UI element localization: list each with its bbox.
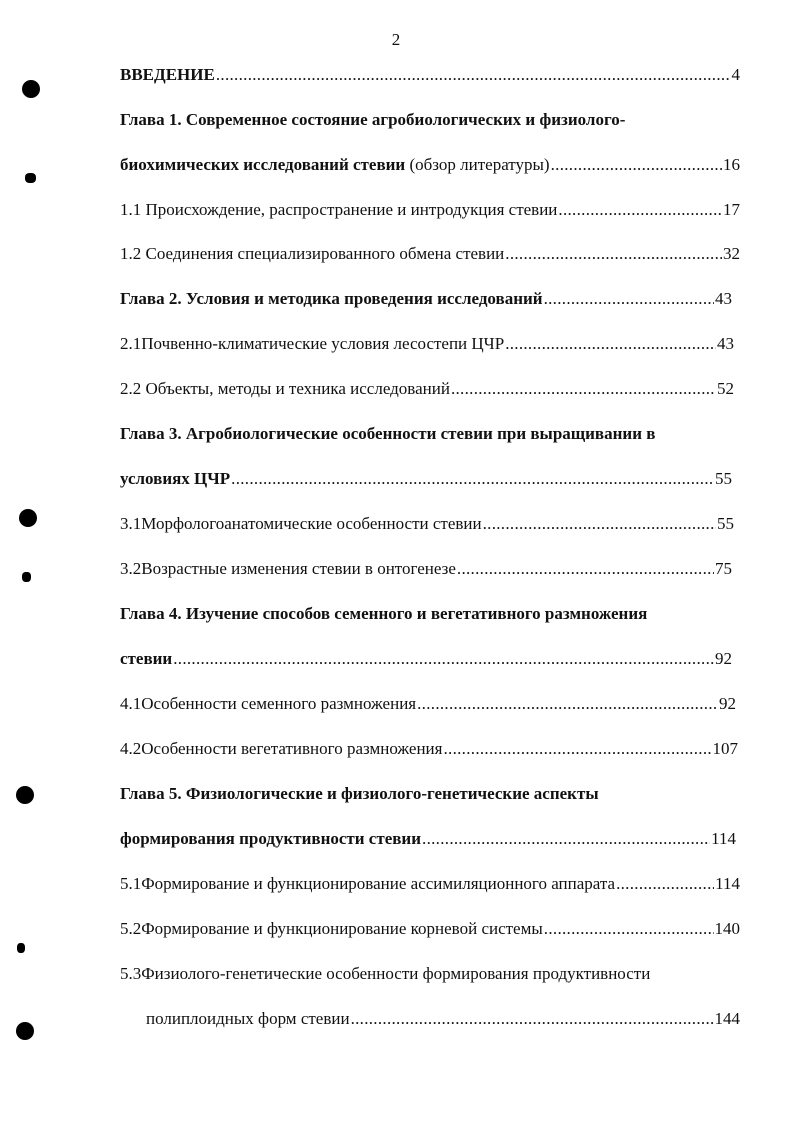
toc-entry-4-2 <box>120 739 738 759</box>
toc-2-1-page: 43 <box>717 334 734 353</box>
toc-entry-ch1 <box>120 155 740 175</box>
toc-3-2-page: 75 <box>715 559 732 578</box>
toc-1-1-label: 1.1 Происхождение, распространение и интродукция стевии <box>120 200 558 219</box>
punch-mark-3 <box>17 943 25 953</box>
leader-dots <box>216 65 731 85</box>
toc-ch5-title-1: Глава 5. Физиологические и физиолого-генетические аспекты <box>120 784 599 803</box>
toc-3-1-label: 3.1Морфологоанатомические особенности стевии <box>120 514 482 533</box>
leader-dots <box>231 469 714 489</box>
toc-entry-3-2 <box>120 559 732 579</box>
toc-entry-5-3 <box>146 1009 740 1029</box>
page-number: 2 <box>391 30 401 49</box>
toc-ch3-line1 <box>120 424 655 444</box>
toc-2-2-page: 52 <box>717 379 734 398</box>
leader-dots <box>451 379 716 399</box>
leader-dots <box>544 919 714 939</box>
toc-1-2-label: 1.2 Соединения специализированного обмена стевии <box>120 244 505 263</box>
toc-2-2-label: 2.2 Объекты, методы и техника исследований <box>120 379 450 398</box>
toc-entry-5-1 <box>120 874 740 894</box>
toc-5-2-label: 5.2Формирование и функционирование корневой системы <box>120 919 543 938</box>
leader-dots <box>443 739 711 759</box>
toc-entry-ch4 <box>120 649 732 669</box>
leader-dots <box>551 155 722 175</box>
leader-dots <box>616 874 714 894</box>
toc-5-1-page: 114 <box>715 874 740 893</box>
leader-dots <box>558 200 722 220</box>
punch-mark-1 <box>25 173 36 183</box>
leader-dots <box>457 559 714 579</box>
toc-entry-intro <box>120 65 740 85</box>
toc-ch1-note: (обзор литературы) <box>405 155 550 174</box>
toc-4-1-label: 4.1Особенности семенного размножения <box>120 694 417 713</box>
toc-entry-5-2 <box>120 919 740 939</box>
toc-ch3-page: 55 <box>715 469 732 488</box>
toc-ch5-line1 <box>120 784 599 804</box>
toc-1-1-page: 17 <box>723 200 740 219</box>
leader-dots <box>505 244 722 264</box>
toc-intro-page: 4 <box>731 65 740 84</box>
leader-dots <box>544 289 714 309</box>
toc-4-1-page: 92 <box>719 694 736 713</box>
toc-entry-ch2 <box>120 289 732 309</box>
toc-entry-ch3 <box>120 469 732 489</box>
toc-ch1-page: 16 <box>723 155 740 174</box>
toc-ch5-title-2: формирования продуктивности стевии <box>120 829 422 848</box>
toc-5-3-title-1: 5.3Физиолого-генетические особенности формирования продуктивности <box>120 964 651 983</box>
toc-5-2-page: 140 <box>714 919 740 938</box>
leader-dots <box>173 649 714 669</box>
toc-ch1-title-2: биохимических исследований стевии <box>120 155 406 174</box>
toc-3-1-page: 55 <box>717 514 734 533</box>
toc-entry-4-1 <box>120 694 736 714</box>
toc-5-3-page: 144 <box>714 1009 740 1028</box>
toc-4-2-label: 4.2Особенности вегетативного размножения <box>120 739 443 758</box>
toc-ch4-line1 <box>120 604 647 624</box>
toc-ch1-line1 <box>120 110 625 130</box>
punch-mark-2 <box>22 572 31 582</box>
leader-dots <box>483 514 716 534</box>
toc-ch2-page: 43 <box>715 289 732 308</box>
toc-ch3-title-1: Глава 3. Агробиологические особенности стевии при выращивании в <box>120 424 656 443</box>
toc-entry-1-2 <box>120 244 740 264</box>
leader-dots <box>505 334 716 354</box>
toc-ch1-title-1: Глава 1. Современное состояние агробиологических и физиолого- <box>120 110 626 129</box>
punch-hole-1 <box>22 80 40 98</box>
toc-2-1-label: 2.1Почвенно-климатические условия лесостепи ЦЧР <box>120 334 505 353</box>
toc-entry-2-1 <box>120 334 734 354</box>
toc-ch4-page: 92 <box>715 649 732 668</box>
toc-entry-ch5 <box>120 829 736 849</box>
toc-ch4-title-2: стевии <box>120 649 173 668</box>
punch-hole-3 <box>16 786 34 804</box>
toc-ch2-label: Глава 2. Условия и методика проведения исследований <box>120 289 543 308</box>
toc-1-2-page: 32 <box>723 244 740 263</box>
punch-hole-4 <box>16 1022 34 1040</box>
toc-entry-2-2 <box>120 379 734 399</box>
punch-hole-2 <box>19 509 37 527</box>
toc-5-3-title-2: полиплоидных форм стевии <box>146 1009 350 1028</box>
toc-5-3-line1 <box>120 964 650 984</box>
toc-4-2-page: 107 <box>712 739 738 758</box>
leader-dots <box>351 1009 714 1029</box>
toc-ch3-title-2: условиях ЦЧР <box>120 469 231 488</box>
toc-ch5-page: 114 <box>711 829 736 848</box>
toc-intro-label: ВВЕДЕНИЕ <box>120 65 215 84</box>
leader-dots <box>422 829 710 849</box>
leader-dots <box>417 694 718 714</box>
toc-entry-3-1 <box>120 514 734 534</box>
toc-5-1-label: 5.1Формирование и функционирование ассимиляционного аппарата <box>120 874 616 893</box>
toc-3-2-label: 3.2Возрастные изменения стевии в онтогенезе <box>120 559 456 578</box>
toc-ch4-title-1: Глава 4. Изучение способов семенного и вегетативного размножения <box>120 604 648 623</box>
toc-entry-1-1 <box>120 200 740 220</box>
